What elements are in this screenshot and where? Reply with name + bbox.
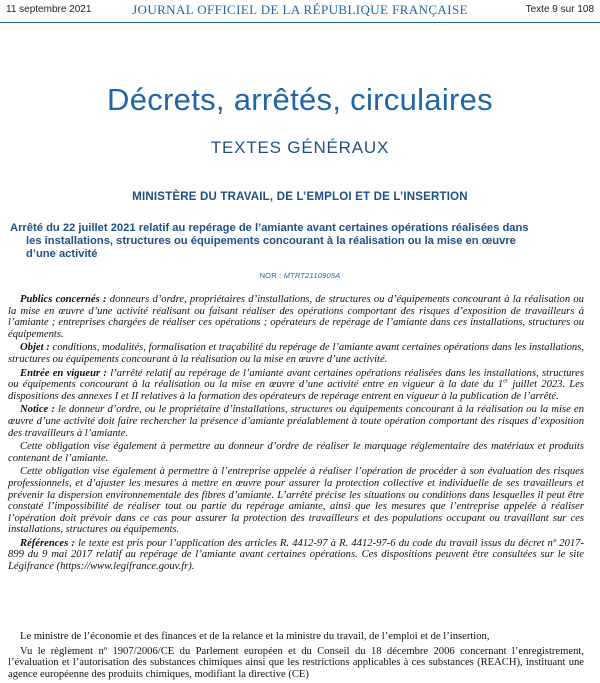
preamble-ministers: Le ministre de l’économie et des finances et de la relance et la ministre du travail, de l’emploi et de l’insertion, — [20, 631, 490, 642]
label-publics: Publics concernés : — [20, 294, 107, 305]
text-references: le texte est pris pour l’application des articles R. 4412-97 à R. 4412-97-6 du code du travail issus du décret nº 2017-899 du 9 mai 2017 relatif au repérage de l’amiante avant certaines opérations. Ces dispositions peuvent être consultées sur le site Légifrance (https://www.legifrance.gouv.fr). — [8, 537, 584, 573]
superscript: er — [503, 378, 509, 385]
ministry-heading: MINISTÈRE DU TRAVAIL, DE L’EMPLOI ET DE L’INSERTION — [132, 191, 468, 203]
text-number: Texte 9 sur 108 — [525, 4, 594, 15]
nor-label: NOR : — [259, 271, 284, 280]
text-entree-end: juillet 2023. Les dispositions des annexes I et II relatives à la formation des opérateurs de repérage entrent en vigueur à la publication de l’arrêté. — [8, 379, 584, 402]
paragraph-references — [8, 538, 584, 573]
paragraph-objet — [8, 342, 584, 365]
label-objet: Objet : — [20, 342, 50, 354]
nor-code: MTRT2110905A — [283, 271, 341, 280]
text-publics: donneurs d’ordre, propriétaires d’installations, de structures ou d’équipements concourant à la réalisation ou la mise en œuvre d’une activité réalisant ou faisant réaliser des opérations comportant des risques d’exposition de travailleurs à l’amiante ; entreprises chargées de réaliser ces opérations ; opérateurs de repérage de l’amiante dans ces installations, structures ou équipements. — [8, 294, 584, 340]
label-entree: Entrée en vigueur : — [20, 367, 107, 379]
preamble-visa: Vu le règlement nº 1907/2006/CE du Parlement européen et du Conseil du 18 décembre 2006 concernant l’enregistrement, l’évaluation et l’autorisation des substances chimiques ainsi que les restrictions applicables à ces substances (REACH), instituant une agence européenne des produits chimiques, modifiant la directive (CE) — [8, 645, 584, 680]
decree-title-line: les installations, structures ou équipements concourant à la réalisation ou la mise en œuvre — [26, 235, 516, 247]
preamble-block — [8, 631, 584, 683]
page-header — [0, 0, 600, 23]
decree-title — [10, 222, 582, 261]
section-title: TEXTES GÉNÉRAUX — [210, 138, 390, 157]
header-date: 11 septembre 2021 — [6, 4, 92, 15]
paragraph-entree — [8, 368, 584, 403]
decree-title-line: Arrêté du 22 juillet 2021 relatif au repérage de l’amiante avant certaines opérations réalisées dans — [10, 222, 529, 234]
paragraph-notice — [8, 404, 584, 439]
label-notice: Notice : — [20, 404, 55, 416]
nor-reference — [0, 271, 600, 280]
text-notice: le donneur d’ordre, ou le propriétaire d’installations, structures ou équipements concourant à la réalisation ou la mise en œuvre d’une activité doit faire rechercher la présence d’amiante préalablement à toute opération comportant des risques d’exposition des travailleurs à l’amiante. — [8, 404, 584, 439]
label-references: Références : — [20, 537, 75, 549]
paragraph-obligation-2: Cette obligation vise également à permettre à l’entreprise appelée à réaliser l’opération de procéder à son évaluation des risques professionnels, et d’ajuster les mesures à mettre en œuvre pour assurer la protection collective et individuelle de ses travailleurs et prévenir la dispersion environnementale des fibres d’amiante. L’arrêté précise les situations ou conditions dans lesquelles il peut être constaté l’impossibilité de réaliser tout ou partie du repérage amiante, ainsi que les mesures que l’entreprise appelée à réaliser l’opération doit prévoir dans ce cas pour assurer la protection des travailleurs et des populations occupant ou travaillant sur ces installations, structures ou équipements. — [8, 466, 584, 536]
rubrique-title: Décrets, arrêtés, circulaires — [107, 82, 493, 117]
text-entree: l’arrêté relatif au repérage de l’amiante avant certaines opérations réalisées dans les installations, structures ou équipements concourant à la réalisation ou la mise en œuvre d’une activité entre en vigueur à la date du 1 — [8, 367, 584, 391]
journal-title: JOURNAL OFFICIEL DE LA RÉPUBLIQUE FRANÇAISE — [132, 2, 468, 17]
text-objet: conditions, modalités, formalisation et traçabilité du repérage de l’amiante avant certaines opérations dans les installations, structures ou équipements concourant à la réalisation ou la mise en œuvre d’une activité. — [8, 342, 584, 365]
decree-title-line: d’une activité — [26, 248, 98, 260]
paragraph-publics — [8, 294, 584, 340]
notice-block — [8, 294, 584, 575]
paragraph-obligation-1: Cette obligation vise également à permettre au donneur d’ordre de réaliser le marquage réglementaire des matériaux et produits contenant de l’amiante. — [8, 441, 584, 464]
